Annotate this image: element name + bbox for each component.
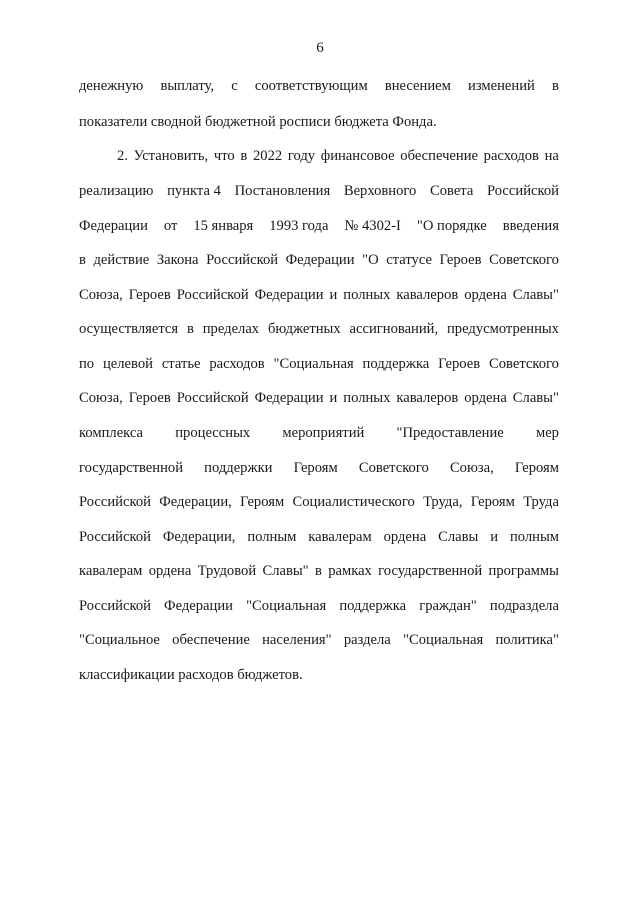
text-word: введения — [502, 218, 559, 234]
text-line — [79, 77, 559, 95]
text-word: статусе — [386, 252, 432, 268]
text-word: и — [329, 287, 338, 303]
text-word: "Социальное — [79, 632, 160, 648]
text-word: Федерации — [254, 390, 324, 406]
text-word: Труда, — [423, 494, 463, 510]
text-line — [79, 355, 559, 373]
text-word: поддержки — [204, 460, 273, 476]
text-line — [79, 459, 559, 477]
text-word: 1993 года — [269, 218, 329, 234]
text-word: Совета — [429, 183, 474, 199]
text-word: Российской — [176, 390, 249, 406]
text-word: Союза, — [79, 287, 123, 303]
text-word: полных — [343, 390, 391, 406]
text-line — [79, 666, 559, 684]
text-word: населения" — [262, 632, 332, 648]
text-word: 2022 — [252, 148, 283, 164]
text-word: Российской — [487, 183, 559, 199]
text-word: внесением — [384, 78, 451, 94]
text-word: ассигнований, — [349, 321, 439, 337]
text-word: пункта 4 — [167, 183, 221, 199]
text-word: финансовое — [320, 148, 395, 164]
text-word: в — [186, 321, 194, 337]
text-word: "Социальная — [246, 598, 327, 614]
text-word: Союза, — [449, 460, 494, 476]
text-word: кавалерам — [79, 563, 143, 579]
text-word: в — [240, 148, 248, 164]
text-word: обеспечение — [172, 632, 250, 648]
text-word: Российской — [79, 598, 151, 614]
text-word: ордена — [464, 287, 507, 303]
text-word: Героев — [128, 287, 171, 303]
text-word: в — [314, 563, 322, 579]
text-word: Героям — [240, 494, 285, 510]
text-word: Постановления — [234, 183, 331, 199]
text-word: действие — [93, 252, 150, 268]
text-word: выплату, — [160, 78, 215, 94]
text-word: кавалерам — [308, 529, 372, 545]
text-word: пределах — [202, 321, 260, 337]
text-word: мер — [535, 425, 559, 441]
text-word: Славы" — [262, 563, 309, 579]
text-word: Российской — [79, 494, 151, 510]
text-line — [79, 217, 559, 235]
text-word: году — [287, 148, 316, 164]
text-word: государственной — [378, 563, 483, 579]
text-word: на — [544, 148, 559, 164]
text-word: по — [79, 356, 95, 372]
text-line — [79, 320, 559, 338]
text-word: "Социальная — [403, 632, 484, 648]
text-word: расходов — [483, 148, 539, 164]
page-number: 6 — [316, 40, 324, 56]
text-word: полных — [343, 287, 391, 303]
text-line — [79, 113, 559, 131]
text-word: полным — [509, 529, 559, 545]
text-word: Советского — [489, 252, 559, 268]
text-word: Героям — [470, 494, 515, 510]
text-word: от — [163, 218, 178, 234]
text-word: полным — [247, 529, 297, 545]
text-word: поддержка — [362, 356, 430, 372]
text-line — [79, 182, 559, 200]
text-word: Федерации — [285, 252, 355, 268]
text-word: и — [490, 529, 499, 545]
text-line — [79, 493, 559, 511]
text-word: Советского — [489, 356, 559, 372]
text-word: № 4302-I — [344, 218, 401, 234]
text-line — [79, 286, 559, 304]
text-word: Славы" — [512, 287, 559, 303]
text-word: классификации расходов бюджетов. — [79, 667, 303, 683]
text-word: обеспечение — [400, 148, 478, 164]
text-word: денежную — [79, 78, 144, 94]
text-word: Российской — [176, 287, 249, 303]
text-line — [79, 251, 559, 269]
text-word: целевой — [102, 356, 153, 372]
text-word: программы — [488, 563, 559, 579]
text-word: Героев — [128, 390, 171, 406]
text-word: Социалистического — [292, 494, 415, 510]
text-word: "О порядке — [416, 218, 487, 234]
text-word: Федерации — [254, 287, 324, 303]
text-word: ордена — [464, 390, 507, 406]
text-word: ордена — [148, 563, 192, 579]
text-word: рамках — [328, 563, 372, 579]
text-word: Героев — [438, 356, 481, 372]
text-line — [79, 389, 559, 407]
text-word: Федерации, — [159, 494, 232, 510]
text-word: Союза, — [79, 390, 123, 406]
text-word: поддержка — [339, 598, 407, 614]
text-word: предусмотренных — [447, 321, 559, 337]
text-word: Российской — [79, 529, 151, 545]
text-word: бюджетных — [267, 321, 341, 337]
text-word: Труда — [523, 494, 559, 510]
text-word: Советского — [358, 460, 429, 476]
text-line — [79, 562, 559, 580]
text-word: процессных — [175, 425, 251, 441]
text-word: кавалеров — [396, 287, 459, 303]
text-line — [117, 147, 559, 165]
text-word: Славы — [438, 529, 479, 545]
text-word: реализацию — [79, 183, 154, 199]
text-word: комплекса — [79, 425, 144, 441]
text-word: Российской — [206, 252, 279, 268]
text-word: Славы" — [512, 390, 559, 406]
text-word: с — [231, 78, 238, 94]
text-word: "Социальная — [273, 356, 354, 372]
text-word: Героям — [293, 460, 338, 476]
text-word: политика" — [495, 632, 559, 648]
text-word: и — [329, 390, 338, 406]
text-line — [79, 424, 559, 442]
text-word: Федерации — [79, 218, 148, 234]
text-word: "О — [362, 252, 379, 268]
text-word: подраздела — [489, 598, 559, 614]
text-word: показатели сводной бюджетной росписи бюджета Фонда. — [79, 114, 437, 130]
text-line — [79, 528, 559, 546]
text-line — [79, 597, 559, 615]
text-word: раздела — [343, 632, 391, 648]
text-word: Героям — [514, 460, 559, 476]
text-word: в — [552, 78, 559, 94]
text-word: Федерации — [164, 598, 233, 614]
text-word: Закона — [156, 252, 199, 268]
text-word: кавалеров — [396, 390, 459, 406]
text-word: Трудовой — [197, 563, 257, 579]
text-word: "Предоставление — [396, 425, 504, 441]
text-word: граждан" — [419, 598, 477, 614]
text-word: Героев — [439, 252, 482, 268]
text-word: Установить, — [133, 148, 209, 164]
text-word: Верховного — [343, 183, 417, 199]
text-line — [79, 631, 559, 649]
text-word: 2. — [117, 148, 128, 164]
text-word: расходов — [209, 356, 265, 372]
text-word: мероприятий — [282, 425, 365, 441]
text-word: в — [79, 252, 86, 268]
text-word: осуществляется — [79, 321, 179, 337]
text-word: соответствующим — [254, 78, 368, 94]
text-word: статье — [161, 356, 201, 372]
text-word: изменений — [468, 78, 535, 94]
text-word: ордена — [383, 529, 427, 545]
text-word: Федерации, — [162, 529, 236, 545]
text-word: 15 января — [193, 218, 254, 234]
text-word: государственной — [79, 460, 184, 476]
text-word: что — [213, 148, 235, 164]
